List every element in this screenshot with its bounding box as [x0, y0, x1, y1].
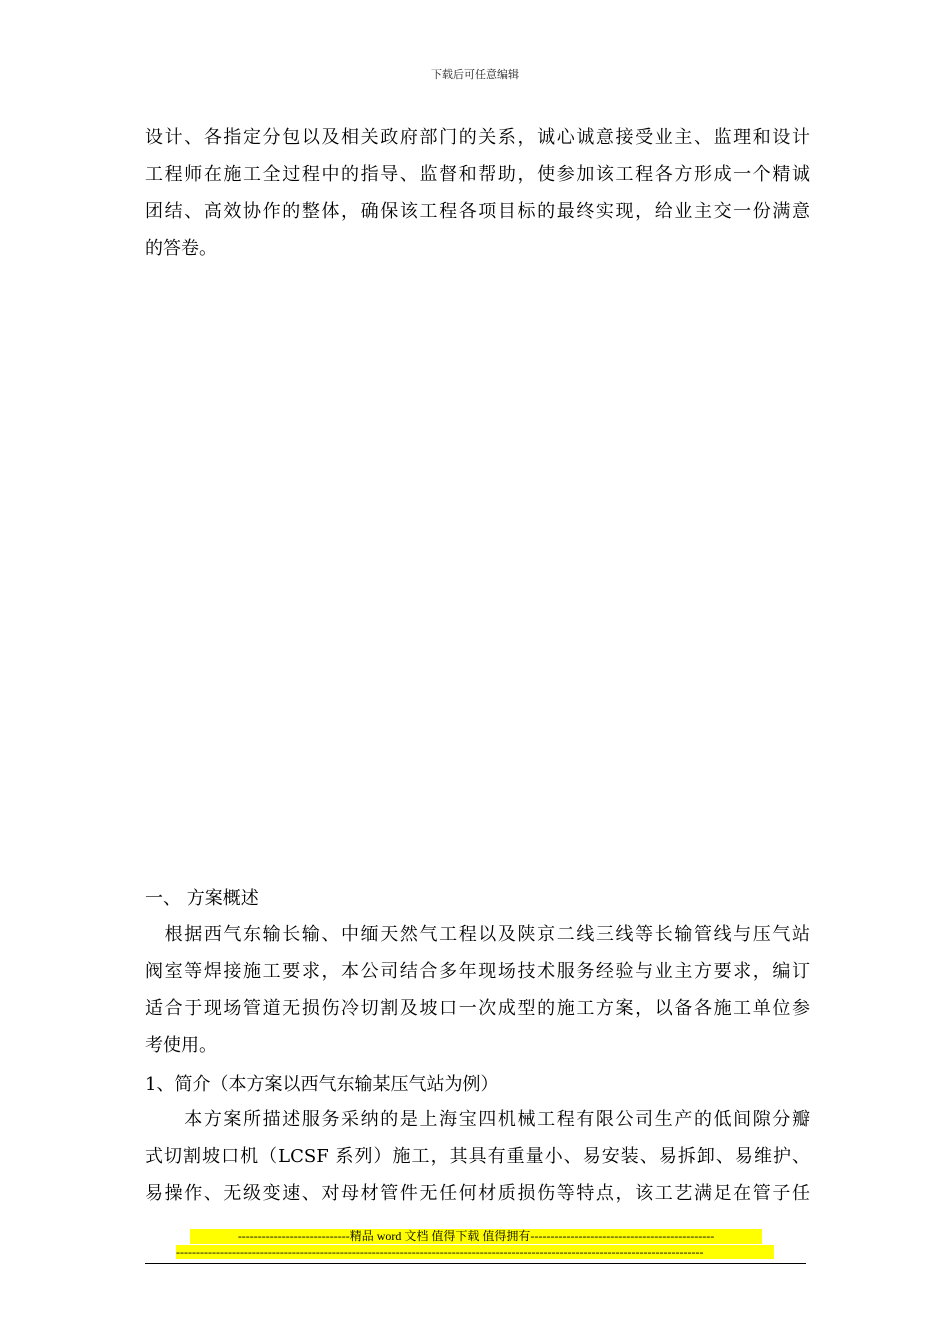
paragraph-1 [145, 119, 810, 267]
paragraph-line: 根据西气东输长输、中缅天然气工程以及陕京二线三线等长输管线与压气站 [145, 924, 810, 945]
section-heading-overview: 一、 方案概述 [145, 888, 259, 909]
paragraph-3 [145, 1101, 810, 1212]
paragraph-line: 适合于现场管道无损伤冷切割及坡口一次成型的施工方案，以备各施工单位参 [145, 998, 810, 1019]
paragraph-line: 本方案所描述服务采纳的是上海宝四机械工程有限公司生产的低间隙分瓣 [145, 1109, 810, 1130]
paragraph-line: 式切割坡口机（LCSF 系列）施工，其具有重量小、易安装、易拆卸、易维护、 [145, 1146, 810, 1167]
section-heading-intro: 1、简介（本方案以西气东输某压气站为例） [145, 1074, 499, 1095]
paragraph-line: 工程师在施工全过程中的指导、监督和帮助，使参加该工程各方形成一个精诚 [145, 164, 810, 185]
paragraph-line: 易操作、无级变速、对母材管件无任何材质损伤等特点，该工艺满足在管子任 [145, 1183, 810, 1204]
paragraph-line: 阀室等焊接施工要求，本公司结合多年现场技术服务经验与业主方要求，编订 [145, 961, 810, 982]
paragraph-line: 设计、各指定分包以及相关政府部门的关系，诚心诚意接受业主、监理和设计 [145, 127, 810, 148]
paragraph-2 [145, 916, 810, 1064]
paragraph-line: 考使用。 [145, 1035, 217, 1056]
paragraph-line: 团结、高效协作的整体，确保该工程各项目标的最终实现，给业主交一份满意 [145, 201, 810, 222]
footer-banner: ----------------------------精品 word 文档 值得下载 值得拥有---------------------------------------------- [190, 1229, 762, 1244]
footer-banner-dashes: ------------------------------------------------------------------------------------------------------------------------------------ [176, 1245, 774, 1259]
paragraph-line: 的答卷。 [145, 238, 217, 259]
footer-divider [145, 1263, 806, 1264]
header-note: 下载后可任意编辑 [431, 68, 519, 81]
